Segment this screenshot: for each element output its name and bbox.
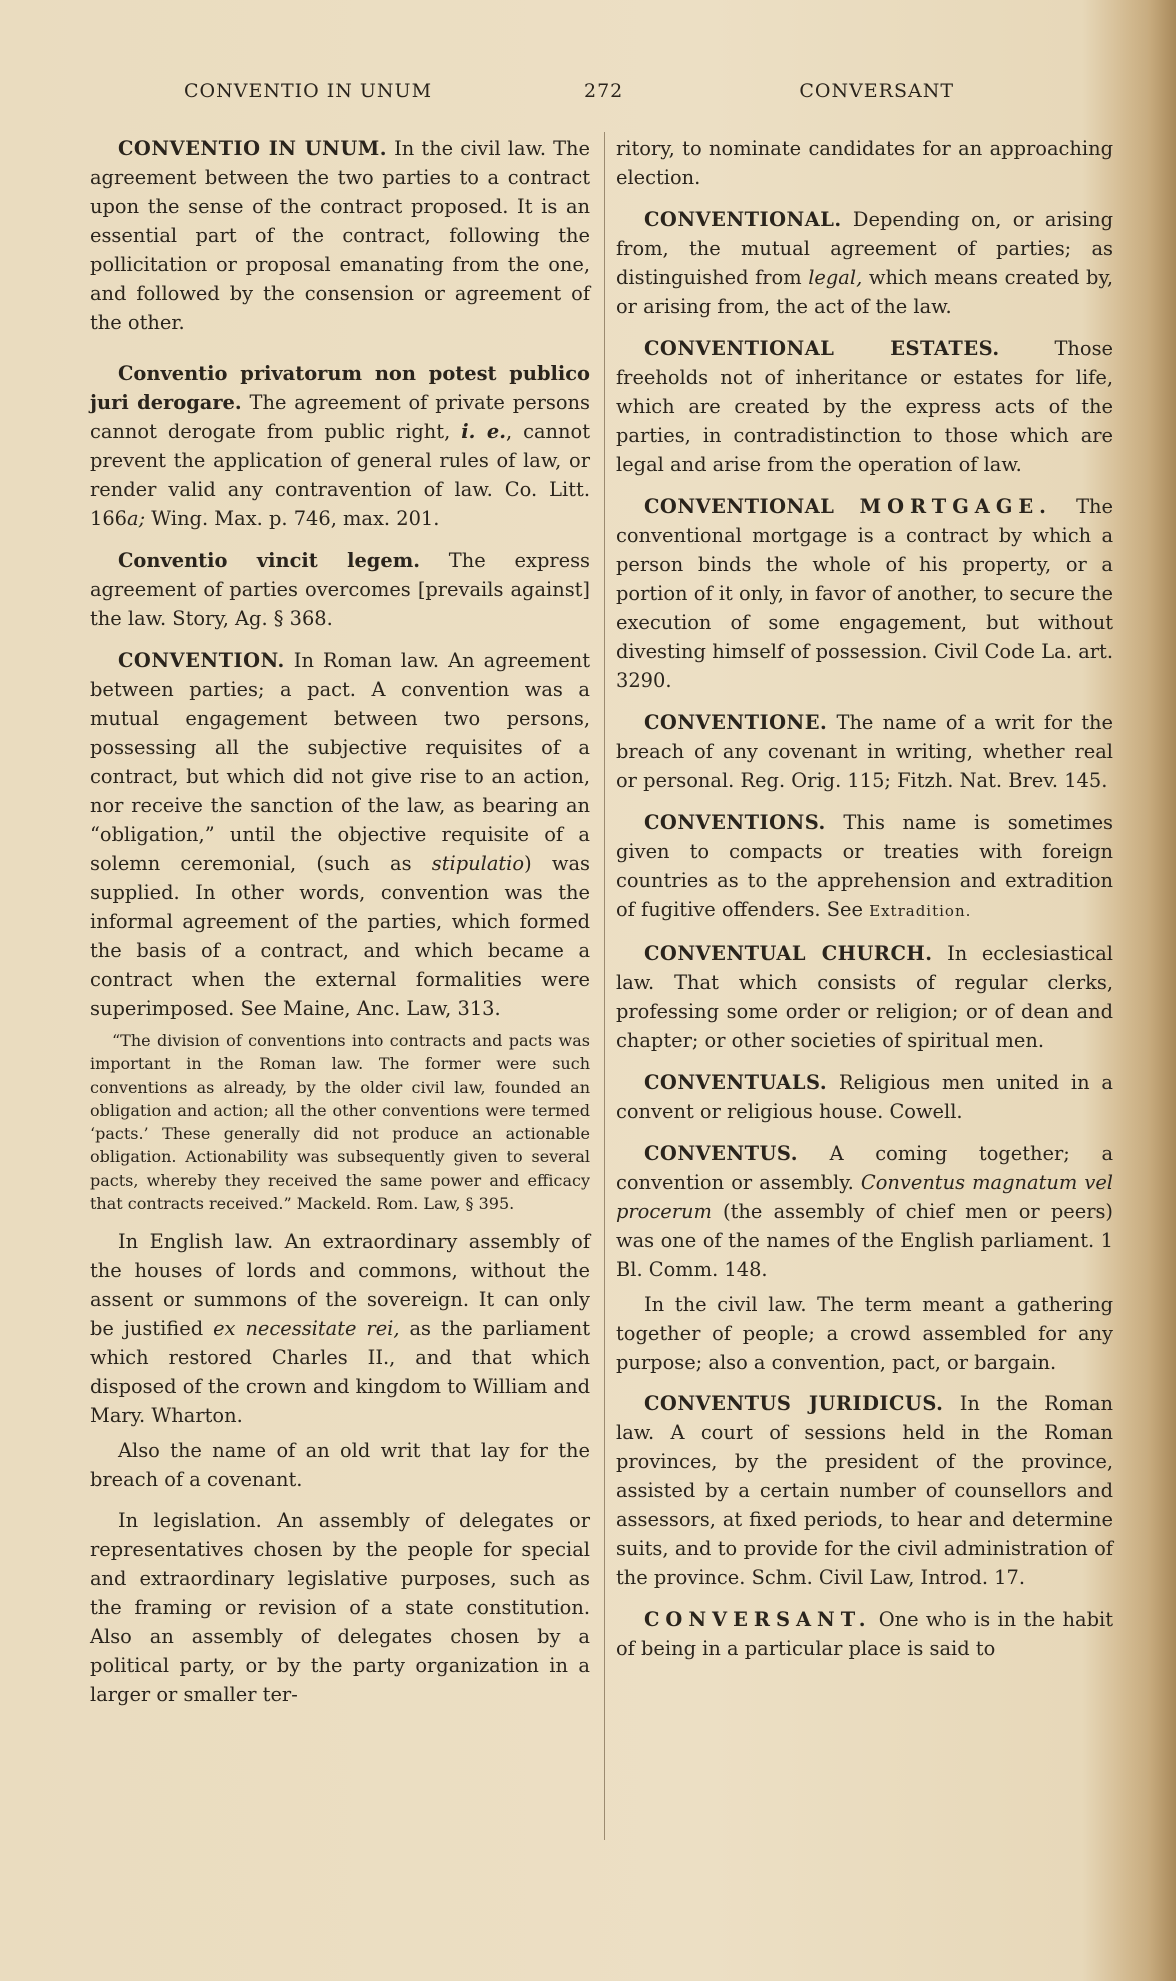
block-quote: “The division of conventions into contracts and pacts was important in the Roman law. The former were such conventions as already, by the older civil law, founded an obligation and action; all the other conventions were termed ‘pacts.’ These generally did not produce an actionable obligation. Actionability was subsequently given to several pacts, whereby they received the same power and efficacy that contracts received.” Mackeld. Rom. Law, § 395. xyxy=(90,1031,590,1214)
headword: CONVENTIONS. xyxy=(644,811,826,834)
entry-convention: CONVENTION. In Roman law. An agreement between parties; a pact. A convention was a mutual engagement between two persons, possessing all the subjective requisites of a contract, but which did not give rise to an action, nor receive the sanction of the law, as bearing an “obligation,” until the objective requisite of a solemn ceremonial, (such as stipulatio) was supplied. In other words, convention was the informal agreement of the parties, which formed the basis of a contract, and which became a contract when the external formalities were superimposed. See Maine, Anc. Law, 313. xyxy=(90,649,590,1020)
entry-conventions: CONVENTIONS. This name is sometimes given to compacts or treaties with foreign countries as to the apprehension and extradition of fugitive offenders. See Extradition. xyxy=(616,811,1113,921)
cross-reference: Extradition. xyxy=(869,902,972,920)
entry-conventus: CONVENTUS. A coming together; a convention or assembly. Conventus magnatum vel procerum (the assembly of chief men or peers) was one of the names of the English parliament. 1 Bl. Comm. 148. xyxy=(616,1142,1113,1281)
headword: CONVENTIONAL xyxy=(644,495,860,518)
maxim: Conventio privatorum non potest publico juri derogare. xyxy=(90,362,590,414)
definition: In the civil law. The agreement between the two parties to a contract upon the sense of the contract proposed. It is an essential part of the contract, following the pollicitation or proposal emanating from the one, and followed by the consension or agreement of the other. xyxy=(90,137,591,334)
subentry-english-law: In English law. An extraordinary assembly of the houses of lords and commons, without the assent or summons of the sovereign. It can only be justified ex necessitate rei, as the parliament which restored Charles II., and that which disposed of the crown and kingdom to William and Mary. Wharton. xyxy=(90,1230,591,1428)
header-right-guideword: CONVERSANT xyxy=(799,80,954,102)
entry-conventione: CONVENTIONE. The name of a writ for the breach of any covenant in writing, whether real or personal. Reg. Orig. 115; Fitzh. Nat. Brev. 145. xyxy=(616,711,1113,792)
subentry-civil-law: In the civil law. The term meant a gathering together of people; a crowd assembled for any purpose; also a convention, pact, or bargain. xyxy=(616,1293,1113,1374)
entry-conventional: CONVENTIONAL. Depending on, or arising from, the mutual agreement of parties; as distinguished from legal, which means created by, or arising from, the act of the law. xyxy=(616,208,1113,318)
continued-text: ritory, to nominate candidates for an approaching election. xyxy=(616,137,1113,189)
column-divider xyxy=(604,132,605,1840)
entry-conventuals: CONVENTUALS. Religious men united in a convent or religious house. Cowell. xyxy=(616,1071,1113,1123)
entry-conventional-estates: CONVENTIONAL ESTATES. Those freeholds not of inheritance or estates for life, which are created by the express acts of the parties, in contradistinction to those which are legal and arise from the operation of law. xyxy=(616,337,1113,476)
entry-conventional-mortgage: CONVENTIONAL MORTGAGE. The conventional mortgage is a contract by which a person binds the whole of his property, or a portion of it only, in favor of another, to secure the execution of some engagement, but without divesting himself of possession. Civil Code La. art. 3290. xyxy=(616,495,1113,692)
subentry-old-writ: Also the name of an old writ that lay for the breach of a covenant. xyxy=(90,1439,590,1492)
header-left-guideword: CONVENTIO IN UNUM xyxy=(184,80,433,102)
maxim: Conventio vincit legem. xyxy=(118,549,420,572)
entry-conventus-juridicus: CONVENTUS JURIDICUS. In the Roman law. A court of sessions held in the Roman provinces, by the president of the province, assisted by a certain number of counsellors and assessors, at fixed periods, to hear and determine suits, and to provide for the civil administration of the province. Schm. Civil Law, Introd. 17. xyxy=(616,1392,1113,1589)
right-column xyxy=(616,134,1113,1676)
headword: CONVENTIONAL. xyxy=(644,208,842,231)
headword: CONVENTIONE. xyxy=(644,711,828,734)
page-number: 272 xyxy=(584,80,624,102)
entry-maxim-privatorum: Conventio privatorum non potest publico juri derogare. The agreement of private persons cannot derogate from public right, i. e., cannot prevent the application of general rules of law, or render valid any contravention of law. Co. Litt. 166a; Wing. Max. p. 746, max. 201. xyxy=(90,362,590,530)
headword: CONVENTUS JURIDICUS. xyxy=(644,1392,944,1415)
headword: CONVENTION. xyxy=(118,649,285,672)
headword-spaced: MORTGAGE. xyxy=(859,495,1052,518)
headword: CONVENTUS. xyxy=(644,1142,798,1165)
headword-spaced: CONVERSANT. xyxy=(644,1608,872,1631)
headword: CONVENTIO IN UNUM. xyxy=(118,137,387,160)
entry-conversant: CONVERSANT. One who is in the habit of being in a particular place is said to xyxy=(616,1608,1113,1660)
subentry-legislation: In legislation. An assembly of delegates or representatives chosen by the people for special and extraordinary legislative purposes, such as the framing or revision of a state constitution. Also an assembly of delegates chosen by a political party, or by the party organization in a larger or smaller ter- xyxy=(90,1509,590,1707)
left-column xyxy=(90,134,590,1721)
running-header xyxy=(184,80,954,110)
entry-conventual-church: CONVENTUAL CHURCH. In ecclesiastical law. That which consists of regular clerks, professing some order or religion; or of dean and chapter; or other societies of spiritual men. xyxy=(616,942,1113,1052)
headword: CONVENTUAL CHURCH. xyxy=(644,942,933,965)
headword: CONVENTUALS. xyxy=(644,1071,828,1094)
headword: CONVENTIONAL ESTATES. xyxy=(644,337,1000,360)
entry-maxim-vincit-legem: Conventio vincit legem. The express agreement of parties overcomes [prevails against] the law. Story, Ag. § 368. xyxy=(90,549,590,630)
page-edge xyxy=(1148,0,1176,1981)
entry-conventio-in-unum xyxy=(90,134,590,337)
